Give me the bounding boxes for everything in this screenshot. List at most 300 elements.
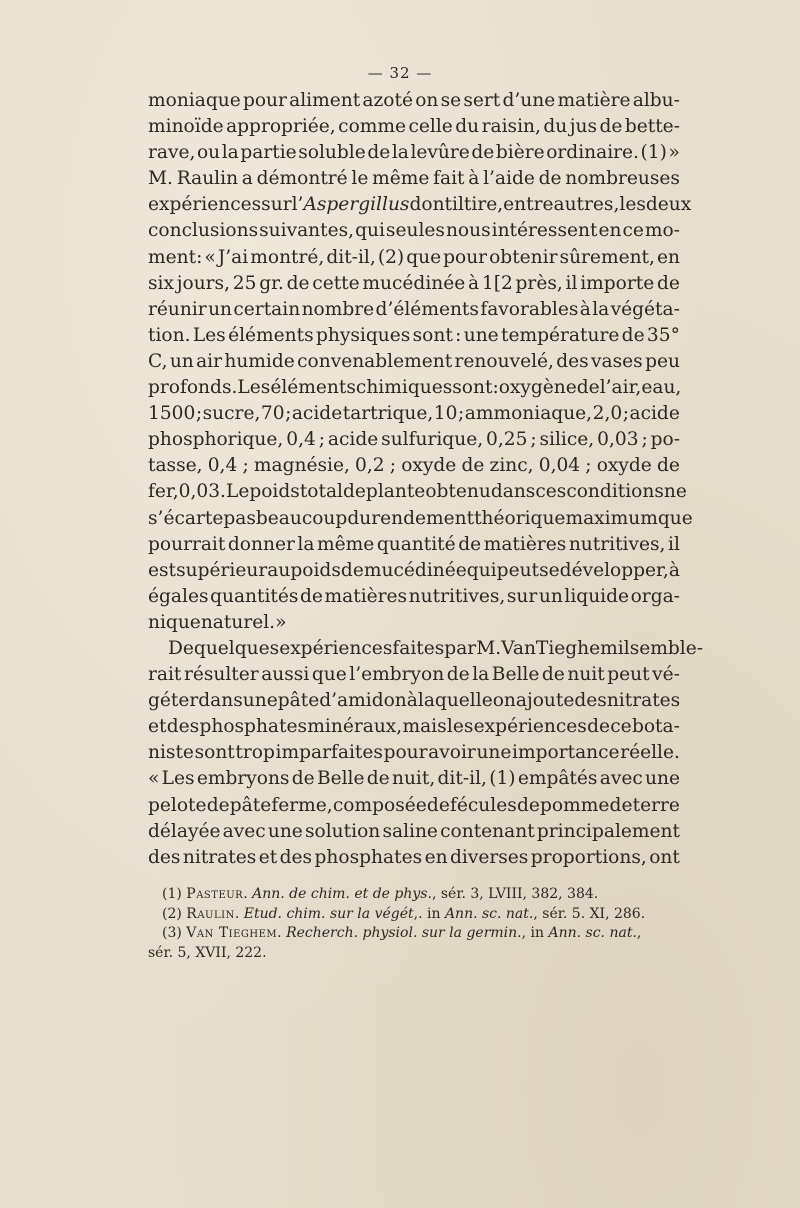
word: (1): [640, 142, 667, 164]
word: de: [458, 533, 482, 555]
word: embryons: [196, 768, 290, 790]
text-line: [148, 506, 693, 532]
word: bière: [495, 142, 545, 164]
word: aliment: [289, 90, 361, 111]
word: du: [347, 507, 372, 529]
word: tartrique,: [342, 403, 434, 425]
word: a: [241, 168, 253, 190]
word: les: [619, 194, 646, 216]
text-line: [148, 427, 680, 453]
word: acide: [291, 403, 343, 425]
word: le: [351, 168, 369, 190]
word: ;: [530, 429, 537, 451]
footnote-text: ,: [636, 925, 642, 941]
word: saline: [382, 820, 438, 842]
word: contenant: [440, 820, 535, 842]
word: phosphorique,: [148, 429, 284, 451]
word: ;: [585, 455, 592, 477]
word: convenablement: [297, 350, 453, 372]
word: ces: [535, 481, 567, 503]
word: six: [148, 272, 174, 294]
text-line: [148, 166, 680, 192]
word: la: [391, 142, 409, 164]
word: air: [196, 350, 223, 372]
word: une: [463, 324, 499, 346]
footnote-text: (3): [162, 925, 187, 941]
word: aussi: [261, 664, 310, 686]
word: pâte: [277, 690, 320, 712]
word: à: [406, 690, 418, 712]
word: des: [166, 716, 200, 738]
word: la: [472, 664, 490, 686]
word: pâte: [229, 794, 272, 816]
word: ;: [242, 455, 249, 477]
text-line: [148, 845, 680, 871]
word: l’Aspergillus: [291, 194, 410, 216]
word: de: [461, 455, 485, 477]
word: dont: [409, 194, 453, 216]
word: ment:: [148, 246, 203, 268]
word: naturel.: [200, 611, 276, 633]
word: matière: [557, 90, 631, 111]
word: tire,: [463, 194, 504, 216]
author-name: Raulin: [186, 905, 235, 922]
word: gr.: [259, 272, 284, 294]
word: vé-: [652, 664, 680, 686]
word: ferme,: [271, 794, 333, 816]
word: les: [446, 716, 474, 738]
text-line: [148, 819, 680, 845]
word: ;: [318, 429, 325, 451]
word: certain: [233, 298, 301, 320]
footnotes: [148, 885, 688, 963]
word: levûre: [410, 142, 470, 164]
text-line: [148, 636, 704, 662]
word: que: [657, 507, 693, 529]
word: sont: [194, 742, 235, 764]
word: de: [587, 716, 611, 738]
word: sur: [261, 194, 292, 216]
word: partie: [240, 142, 297, 164]
word: rave,: [148, 142, 196, 164]
text-line: [148, 479, 687, 505]
word: jours,: [176, 272, 231, 294]
word: sûrement,: [559, 246, 655, 268]
citation-title: Recherch. physiol. sur la germin.: [286, 925, 522, 941]
text-line: [148, 714, 680, 740]
footnote-text: .: [243, 886, 253, 902]
word: de: [426, 794, 450, 816]
footnote-text: ,. in: [413, 905, 445, 922]
word: Les: [192, 324, 226, 346]
word: :: [492, 377, 499, 399]
word: de: [471, 142, 495, 164]
word: dit-il,: [326, 246, 376, 268]
word: poids: [249, 481, 300, 503]
word: l’embryon: [349, 664, 445, 686]
word: ;: [622, 403, 629, 425]
word: quantités: [210, 585, 299, 607]
word: de: [576, 377, 600, 399]
word: nutritives,: [568, 533, 666, 555]
word: 0,4: [207, 455, 238, 477]
word: »: [275, 611, 287, 633]
word: sont: [452, 377, 493, 399]
word: jus: [569, 116, 597, 138]
text-line: [148, 140, 680, 166]
footnote-text: , sér. 3, LVIII, 382, 384.: [431, 886, 599, 902]
word: imparfaites: [275, 742, 383, 764]
word: 0,03.: [178, 481, 226, 503]
word: phosphates: [314, 846, 423, 868]
word: l’air,: [599, 377, 642, 399]
text-line: [148, 688, 680, 714]
text-line: [148, 793, 680, 819]
word: de: [516, 794, 540, 816]
word: supérieur: [176, 559, 268, 581]
word: en: [656, 246, 680, 268]
word: rendement: [371, 507, 475, 529]
word: De: [168, 637, 194, 659]
word: deux: [645, 194, 692, 216]
word: C,: [148, 350, 168, 372]
word: que: [406, 246, 442, 268]
word: acide: [327, 429, 379, 451]
footnote-text: (2): [162, 905, 187, 922]
word: Belle: [316, 768, 365, 790]
word: il: [565, 272, 578, 294]
word: la: [297, 533, 315, 555]
word: théorique: [474, 507, 566, 529]
word: silice,: [539, 429, 595, 451]
word: mucédinée: [362, 272, 466, 294]
word: terre: [632, 794, 680, 816]
word: pour: [383, 742, 428, 764]
footnote-text: sér. 5, XVII, 222.: [148, 944, 267, 961]
word: des: [574, 690, 607, 712]
word: de: [286, 272, 310, 294]
word: tasse,: [148, 455, 203, 477]
word: peut: [496, 559, 540, 581]
word: de: [656, 272, 680, 294]
word: bette-: [624, 116, 680, 138]
word: sucre,: [202, 403, 261, 425]
word: de: [609, 794, 633, 816]
word: Tieghem: [535, 637, 618, 659]
word: fécules: [450, 794, 517, 816]
footnote-text: .: [234, 905, 244, 922]
word: :: [455, 324, 462, 346]
word: Le: [225, 481, 250, 503]
word: ordinaire.: [546, 142, 639, 164]
word: en: [598, 220, 622, 242]
word: ajoute: [515, 690, 575, 712]
word: oxyde: [401, 455, 457, 477]
word: d’éléments: [375, 298, 479, 320]
text-line: [148, 297, 680, 323]
word: mucédinée: [363, 559, 467, 581]
word: avoir: [428, 742, 476, 764]
word: comme: [338, 116, 407, 138]
word: acide: [629, 403, 680, 425]
word: conditions: [566, 481, 664, 503]
word: soluble: [298, 142, 366, 164]
word: maximum: [565, 507, 658, 529]
word: J’ai: [217, 246, 249, 268]
word: de: [206, 794, 230, 816]
citation-title: Ann. de chim. et de phys.: [252, 886, 432, 902]
word: un: [169, 350, 194, 372]
word: empâtés: [517, 768, 598, 790]
word: physiques: [315, 324, 411, 346]
text-line: [148, 740, 680, 766]
word: délayée: [148, 820, 221, 842]
word: beaucoup: [255, 507, 348, 529]
word: expériences: [148, 194, 262, 216]
word: ou: [196, 142, 221, 164]
word: mais: [402, 716, 447, 738]
word: 10: [433, 403, 458, 425]
word: de: [446, 664, 470, 686]
word: fait: [433, 168, 465, 190]
text-line: [148, 610, 680, 636]
text-line: [148, 558, 680, 584]
citation-title: Etud. chim. sur la végét: [243, 905, 414, 922]
word: 2,0: [592, 403, 623, 425]
word: 1500: [148, 403, 196, 425]
text-line: [148, 114, 680, 140]
word: liquide: [564, 585, 630, 607]
word: rait: [148, 664, 182, 686]
word: une: [476, 742, 512, 764]
word: peu: [645, 350, 680, 372]
word: obtenir: [489, 246, 558, 268]
word: dit-il,: [437, 768, 487, 790]
word: mo-: [644, 220, 680, 242]
word: la: [592, 298, 610, 320]
word: «: [148, 768, 160, 790]
text-line: [148, 662, 680, 688]
word: température: [501, 324, 620, 346]
word: dans: [490, 481, 536, 503]
word: à: [468, 168, 480, 190]
word: profonds.: [148, 377, 238, 399]
word: nombre: [301, 298, 375, 320]
word: phosphates: [199, 716, 308, 738]
word: vases: [591, 350, 643, 372]
word: plante: [365, 481, 426, 503]
word: expériences: [473, 716, 587, 738]
word: du: [543, 116, 568, 138]
word: nitrates: [606, 690, 681, 712]
author-name: Van Tieghem: [186, 925, 278, 941]
word: cette: [312, 272, 360, 294]
word: du: [455, 116, 480, 138]
word: ;: [641, 429, 648, 451]
word: 25: [232, 272, 257, 294]
word: il: [617, 637, 630, 659]
word: »: [668, 142, 680, 164]
footnote-line: [148, 905, 688, 925]
word: géter: [148, 690, 199, 712]
word: matières: [324, 585, 408, 607]
word: entre: [503, 194, 554, 216]
word: montré,: [250, 246, 325, 268]
word: des: [556, 350, 589, 372]
word: nombreuses: [565, 168, 680, 190]
word: sur: [506, 585, 538, 607]
word: diverses: [450, 846, 529, 868]
word: de: [656, 455, 680, 477]
word: bota-: [631, 716, 680, 738]
word: pour: [242, 90, 287, 111]
word: autres,: [553, 194, 620, 216]
text-line: [148, 401, 680, 427]
word: de: [599, 116, 623, 138]
word: sert: [463, 90, 501, 111]
word: éléments: [270, 377, 356, 399]
word: des: [279, 846, 313, 868]
word: Raulin: [176, 168, 239, 190]
word: pomme: [540, 794, 610, 816]
word: Van: [501, 637, 536, 659]
word: résulter: [183, 664, 259, 686]
word: d’une: [502, 90, 556, 111]
word: de: [343, 481, 366, 503]
word: M.: [148, 168, 173, 190]
word: de: [340, 559, 364, 581]
word: avec: [222, 820, 266, 842]
word: et: [148, 716, 167, 738]
word: de: [541, 664, 565, 686]
word: nutritives,: [408, 585, 506, 607]
page-number: — 32 —: [367, 64, 433, 82]
word: s’écarte: [148, 507, 224, 529]
word: expériences: [279, 637, 393, 659]
word: humide: [224, 350, 295, 372]
word: que: [311, 664, 347, 686]
footnote-text: , in: [521, 925, 549, 941]
word: total: [299, 481, 343, 503]
word: quantité: [376, 533, 456, 555]
word: un: [538, 585, 563, 607]
text-line: [148, 453, 680, 479]
word: conclusions: [148, 220, 259, 242]
word: M.: [476, 637, 502, 659]
author-name: Pasteur: [186, 886, 244, 902]
word: peut: [607, 664, 650, 686]
word: même: [317, 533, 375, 555]
word: obtenu: [425, 481, 491, 503]
word: d’amidon: [319, 690, 407, 712]
word: tion.: [148, 324, 191, 346]
word: quelques: [193, 637, 280, 659]
word: proportions,: [530, 846, 647, 868]
word: sont: [412, 324, 453, 346]
word: niste: [148, 742, 194, 764]
text-line: [148, 192, 692, 218]
word: zinc,: [489, 455, 534, 477]
word: qui: [355, 220, 385, 242]
word: (1): [489, 768, 516, 790]
word: «: [204, 246, 216, 268]
word: oxygène: [498, 377, 577, 399]
footnote-line: [148, 885, 688, 905]
word: favorables: [480, 298, 579, 320]
word: Les: [161, 768, 195, 790]
word: est: [148, 559, 177, 581]
word: 1[2: [481, 272, 513, 294]
word: dans: [198, 690, 243, 712]
word: réelle.: [620, 742, 680, 764]
word: orga-: [630, 585, 680, 607]
word: un: [208, 298, 233, 320]
word: appropriée,: [226, 116, 336, 138]
word: 70: [260, 403, 285, 425]
word: ce: [610, 716, 632, 738]
word: qui: [466, 559, 497, 581]
word: une: [645, 768, 680, 790]
word: matières: [483, 533, 567, 555]
word: à: [579, 298, 591, 320]
word: trop: [235, 742, 275, 764]
text-line: [148, 245, 680, 271]
word: réunir: [148, 298, 207, 320]
footnote-text: , sér. 5. XI, 286.: [533, 905, 646, 922]
word: ;: [285, 403, 292, 425]
word: celle: [408, 116, 453, 138]
word: importe: [580, 272, 655, 294]
word: donner: [227, 533, 295, 555]
word: ammoniaque,: [464, 403, 593, 425]
footnote-text: .: [277, 925, 287, 941]
word: l’aide: [483, 168, 535, 190]
word: eau,: [641, 377, 682, 399]
text-line: [148, 766, 680, 792]
word: et: [258, 846, 278, 868]
word: se: [440, 90, 462, 111]
citation-title: Ann. sc. nat.: [548, 925, 637, 941]
word: albu-: [632, 90, 680, 111]
word: éléments: [228, 324, 314, 346]
word: azoté: [362, 90, 413, 111]
word: de: [621, 324, 645, 346]
word: il: [452, 194, 464, 216]
word: se: [539, 559, 560, 581]
word: solution: [305, 820, 381, 842]
word: de: [367, 142, 391, 164]
word: ;: [195, 403, 203, 425]
word: la: [221, 142, 239, 164]
text-line: [148, 323, 680, 349]
body-text: [148, 88, 704, 871]
word: égales: [148, 585, 209, 607]
word: raisin,: [481, 116, 541, 138]
word: ce: [622, 220, 644, 242]
word: intéressent: [491, 220, 598, 242]
word: il: [668, 533, 680, 555]
word: démontré: [256, 168, 348, 190]
word: semble-: [629, 637, 704, 659]
word: nitrates: [182, 846, 257, 868]
word: des: [148, 846, 181, 868]
word: avec: [599, 768, 643, 790]
word: on: [492, 690, 516, 712]
word: minéraux,: [307, 716, 403, 738]
word: à: [468, 272, 480, 294]
word: ont: [649, 846, 680, 868]
word: Les: [237, 377, 271, 399]
